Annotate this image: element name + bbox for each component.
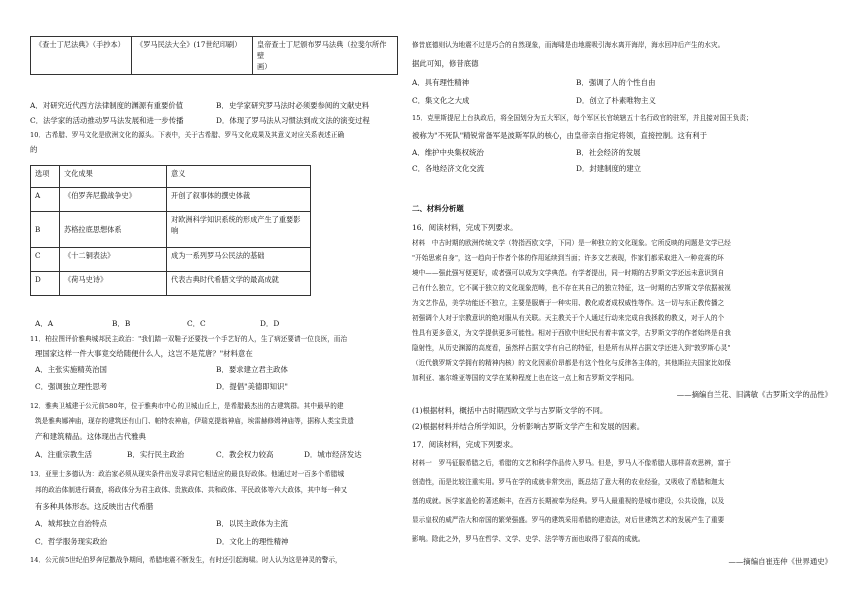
q17-source: ——摘编自崔连仲《世界通史》 [728, 557, 832, 566]
q11-option-a: A．主张实施精英治国 [35, 365, 107, 374]
q12-option-c: C．教会权力较高 [216, 450, 274, 459]
q16-material-line: 加利亚、塞尔维亚等国的文学在某种程度上也在这一点上和古罗斯文学相同。 [412, 374, 638, 382]
q17-material-line: 基的成就。医学家盖伦的著述颇丰，在西方长期被奉为经典。罗马人最重视的是城市建设，公共设施，以及 [412, 497, 725, 505]
q12-stem-cont1: 筑是雅典娜神庙，现存的建筑还有山门、帕特农神庙，伊瑞克提翁神庙，埃雷赫修姆神庙等，据称人类宝贵遗 [35, 417, 354, 425]
q16-requirement-2: (2)根据材料并结合所学知识，分析影响古罗斯文学产生和发展的因素。 [412, 422, 645, 431]
q17-material-line: 影响。除此之外，罗马在哲学、文学、史学、法学等方面也取得了很高的成就。 [412, 535, 645, 543]
table-cell: D [31, 272, 60, 296]
table-cell-text: 画） [257, 62, 272, 71]
q14-option-a: A．具有理性精神 [412, 78, 470, 87]
q16-material-line: 初强调个人对于宗教意识的绝对服从有关联。天主教关于个人通过行动来完成自我拯救的教义，对于人的个 [412, 314, 725, 322]
table-cell: 《罗马民法大全》(17世纪印刷） [132, 37, 253, 75]
table-cell-text: 皇帝查士丁尼颁布罗马法典（拉斐尔所作壁 [257, 40, 387, 60]
q12-option-b: B．实行民主政治 [127, 450, 185, 459]
q17-material-line: 创造性，而是比较注重实用。罗马在学的成就非常突出，既总结了意大利的农业经验，又吸收了希腊和迦太 [412, 478, 725, 486]
section-heading: 二、材料分析题 [412, 204, 464, 213]
q11-option-c: C．强调独立理性思考 [35, 382, 108, 391]
table-header: 意义 [167, 166, 311, 188]
table-cell: 《查士丁尼法典》（手抄本） [31, 37, 132, 75]
table-cell-text: 响 [171, 226, 179, 235]
table-cell-text: 对欧洲科学知识系统的形成产生了重要影 [171, 215, 301, 224]
q16-material-line: 己有什么独立，它不属于独立的文化现象范畴，也不存在其自己的独立特征，这一时期的古罗斯文学依据被视 [412, 284, 731, 292]
q12-option-d: D．城市经济发达 [304, 450, 362, 459]
q14-option-d: D．创立了朴素唯物主义 [576, 96, 656, 105]
q10-option-c: C．C [187, 319, 206, 328]
q16-material-line: 性具有更多意义，为文学提供更多可能性。相对于西欧中世纪民有着丰富文学，古罗斯文学的作者始终是自我 [412, 329, 731, 337]
source-image-table [30, 36, 398, 75]
q9-option-b: B．史学家研究罗马法时必须要参阅的文献史料 [216, 101, 370, 110]
q12-stem-cont2: 产和建筑精品。这体现出古代雅典 [35, 432, 146, 441]
q15-stem: 15．克里斯提尼上台执政后，将全国划分为五大军区，每个军区长官统辖五十名行政官的驻军，并且接对国王负责； [412, 114, 753, 122]
q13-option-c: C．哲学服务现实政治 [35, 537, 108, 546]
q14-option-c: C．集文化之大成 [412, 96, 470, 105]
table-cell: 苏格拉底思想体系 [60, 212, 167, 248]
q13-option-b: B．以民主政体为主流 [216, 519, 288, 528]
q11-option-b: B．要求建立君主政体 [216, 365, 288, 374]
table-cell: 《十二铜表法》 [60, 248, 167, 272]
table-cell: 代表古典时代希腊文学的最高成就 [167, 272, 311, 296]
q14-option-b: B．强调了人的个性自由 [576, 78, 656, 87]
table-cell: 成为一系列罗马公民法的基础 [167, 248, 311, 272]
q17-material-line: 材料一 罗马征服希腊之后，希腊的文艺和科学作品传入罗马。但是，罗马人不像希腊人那样喜欢思辨，富于 [412, 459, 731, 467]
table-cell: 开创了叙事体的撰史体裁 [167, 188, 311, 212]
q13-stem-cont2: 有多种具体形态。这反映出古代希腊 [35, 502, 154, 511]
q12-option-a: A．注重宗教生活 [35, 450, 93, 459]
q10-stem: 10．古希腊、罗马文化是欧洲文化的源头。下表中，关于古希腊、罗马文化成果及其意义对应关系表述正确 [30, 131, 345, 139]
q16-source: ——摘编自兰花、旧满敏《古罗斯文学的品性》 [676, 390, 832, 399]
q13-option-d: D．文化上的理性精神 [216, 537, 289, 546]
q15-option-d: D．封建制度的建立 [576, 164, 642, 173]
q14-stem-cont2: 据此可知，修昔底德 [412, 59, 479, 68]
q17-material-line: 显示皇权的威严浩大和帝国的繁荣强盛。罗马的建筑采用希腊的建造法，对后世建筑艺术的发展产生了重要 [412, 516, 725, 524]
q10-stem-cont: 的 [30, 145, 38, 154]
q15-option-a: A．维护中央集权统治 [412, 148, 484, 157]
q13-stem-cont1: 邦的政治体制进行调查，将政体分为君主政体、贵族政体、共和政体、平民政体等六大政体，其中每一种又 [35, 486, 348, 494]
q11-stem-cont: 理国家这样一件大事竟交给随便什么人，这岂不是荒唐？"材料意在 [35, 349, 253, 358]
q11-option-d: D．提倡"美德即知识" [216, 382, 288, 391]
q16-material-line: 材料 中古时期的欧洲传统文学（特指西欧文学，下同）是一种独立的文化现象。它所反映的问题是文学已经 [412, 239, 731, 247]
q16-material-line: 境中——强此强写便更好，或者强可以成为文学典范。有学者提出，同一时期的古罗斯文学还远未意识到自 [412, 269, 725, 277]
q9-option-c: C．法学家的活动推动罗马法发展和进一步传播 [30, 116, 184, 125]
q16-heading: 16．阅读材料，完成下列要求。 [412, 223, 518, 232]
q13-option-a: A．城邦独立自治特点 [35, 519, 107, 528]
q15-option-b: B．社会经济的发展 [576, 148, 641, 157]
q15-option-c: C．各地经济文化交流 [412, 164, 485, 173]
table-header: 文化成果 [60, 166, 167, 188]
q16-requirement-1: (1)根据材料，概括中古时期西欧文学与古罗斯文学的不同。 [412, 406, 608, 415]
q13-stem: 13．亚里士多德认为：政治家必须从现实条件出发寻求同它相适应的最良好政体。他通过对一百多个希腊城 [30, 470, 345, 478]
table-cell [253, 37, 398, 75]
q10-option-d: D．D [260, 319, 280, 328]
table-cell: A [31, 188, 60, 212]
q11-stem: 11．柏拉图评价雅典城邦民主政治："我们踏一双鞋子还要找一个手艺好的人，生了病还要请一位良医，而治 [30, 335, 348, 343]
q15-stem-cont: 被称为"不死队"精锐常备军是波斯军队的核心，由皇帝亲自指定将领，直接控制。这有利于 [412, 131, 708, 140]
q16-material-line: "开始思索自身"，这一趋向于作者个体的作用延续到当面；许多文艺表现，作家们都采取进入一种竞赛的环 [412, 254, 724, 262]
table-cell: B [31, 212, 60, 248]
q10-option-b: B．B [112, 319, 131, 328]
q16-material-line: 为文艺作品，美学功能还不独立，主要是服膺于一种实用、教化或者成权威性等作。这一切与东正教传播之 [412, 299, 725, 307]
q10-option-a: A．A [35, 319, 54, 328]
q16-material-line: 隐射性，从历史渊源的高度看，虽然样占据文学有自己的特征，但是所有从样占据文学还进入到"敦罗斯心灵" [412, 344, 731, 352]
q14-stem-cont: 修昔底德则认为地震不过是巧合的自然现象，而海啸是由地震吸引海水离开海岸，海水回冲后产生的水灾。 [412, 41, 725, 49]
table-header: 选项 [31, 166, 60, 188]
q14-stem: 14．公元前5世纪伯罗奔尼撒战争期间，希腊地震不断发生，有时还引起海啸。时人认为这是神灵的警示， [30, 556, 342, 564]
q16-material-line: （近代俄罗斯文学拥有的精神内核）的文化因素价昂都是有这个性化与反律各主体的，其他斯拉夫国家比如保 [412, 359, 731, 367]
q12-stem: 12．雅典卫城建于公元前580年，位于雅典市中心的卫城山丘上，是希腊最杰出的古建筑群。其中最早的建 [30, 402, 344, 410]
table-cell: 《伯罗奔尼撒战争史》 [60, 188, 167, 212]
q9-option-a: A．对研究近代西方法律制度的渊源有重要价值 [30, 101, 184, 110]
q9-option-d: D．体现了罗马法从习惯法到成文法的演变过程 [216, 116, 370, 125]
q10-table [30, 165, 311, 296]
table-cell [167, 212, 311, 248]
table-cell: 《荷马史诗》 [60, 272, 167, 296]
table-cell: C [31, 248, 60, 272]
q17-heading: 17．阅读材料，完成下列要求。 [412, 440, 518, 449]
